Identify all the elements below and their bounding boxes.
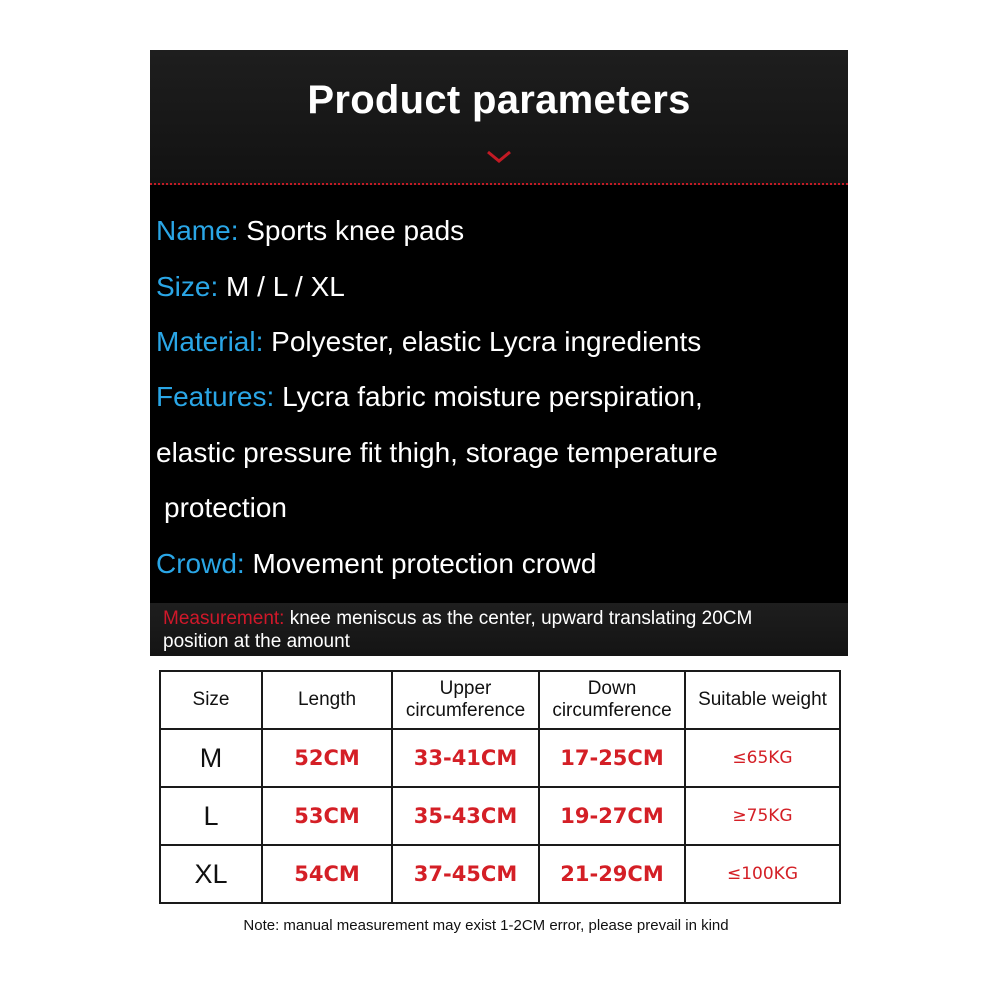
- measurement-line-1: [163, 608, 752, 630]
- crowd-label: Crowd:: [156, 548, 245, 579]
- cell-upper: 33-41CM: [392, 729, 539, 787]
- header-size: Size: [160, 671, 262, 729]
- header-upper-line-2: circumference: [405, 700, 526, 721]
- material-value: Polyester, elastic Lycra ingredients: [271, 326, 702, 357]
- header-length: Length: [262, 671, 392, 729]
- features-value-line-3: protection: [164, 492, 287, 523]
- header-bar: [150, 50, 848, 185]
- cell-size: L: [160, 787, 262, 845]
- chevron-down-icon: [486, 150, 512, 164]
- features-label: Features:: [156, 381, 275, 412]
- product-parameters-panel: [150, 50, 848, 656]
- header-suitable-weight: Suitable weight: [685, 671, 840, 729]
- material-row: [156, 326, 701, 358]
- features-value-line-2: elastic pressure fit thigh, storage temperature: [156, 437, 718, 468]
- cell-size: XL: [160, 845, 262, 903]
- cell-size: M: [160, 729, 262, 787]
- table-header-row: [160, 671, 840, 729]
- table-row: [160, 787, 840, 845]
- table-row: [160, 729, 840, 787]
- features-row: [156, 381, 703, 413]
- cell-down: 19-27CM: [539, 787, 685, 845]
- page-title: Product parameters: [307, 78, 691, 122]
- crowd-value: Movement protection crowd: [252, 548, 597, 579]
- cell-weight: ≤65KG: [685, 729, 840, 787]
- cell-length: 54CM: [262, 845, 392, 903]
- measurement-text-1: knee meniscus as the center, upward translating 20CM: [289, 608, 753, 629]
- cell-down: 17-25CM: [539, 729, 685, 787]
- measurement-text-2: position at the amount: [163, 631, 350, 652]
- header-down-line-1: Down: [587, 678, 637, 699]
- footnote: Note: manual measurement may exist 1-2CM error, please prevail in kind: [243, 917, 729, 934]
- name-label: Name:: [156, 215, 239, 246]
- cell-upper: 37-45CM: [392, 845, 539, 903]
- name-value: Sports knee pads: [246, 215, 465, 246]
- size-chart-table: [159, 670, 841, 904]
- cell-length: 53CM: [262, 787, 392, 845]
- cell-weight: ≥75KG: [685, 787, 840, 845]
- header-down-circumference: [539, 671, 685, 729]
- cell-length: 52CM: [262, 729, 392, 787]
- measurement-label: Measurement:: [163, 608, 285, 629]
- header-upper-circumference: [392, 671, 539, 729]
- material-label: Material:: [156, 326, 264, 357]
- name-row: [156, 215, 464, 247]
- divider: [150, 183, 848, 185]
- cell-weight: ≤100KG: [685, 845, 840, 903]
- measurement-bar: [150, 603, 848, 656]
- size-row: [156, 271, 345, 303]
- table-row: [160, 845, 840, 903]
- cell-down: 21-29CM: [539, 845, 685, 903]
- header-upper-line-1: Upper: [439, 678, 492, 699]
- features-value-line-1: Lycra fabric moisture perspiration,: [282, 381, 703, 412]
- cell-upper: 35-43CM: [392, 787, 539, 845]
- header-down-line-2: circumference: [552, 700, 672, 721]
- crowd-row: [156, 548, 596, 580]
- size-label: Size:: [156, 271, 219, 302]
- size-value: M / L / XL: [226, 271, 345, 302]
